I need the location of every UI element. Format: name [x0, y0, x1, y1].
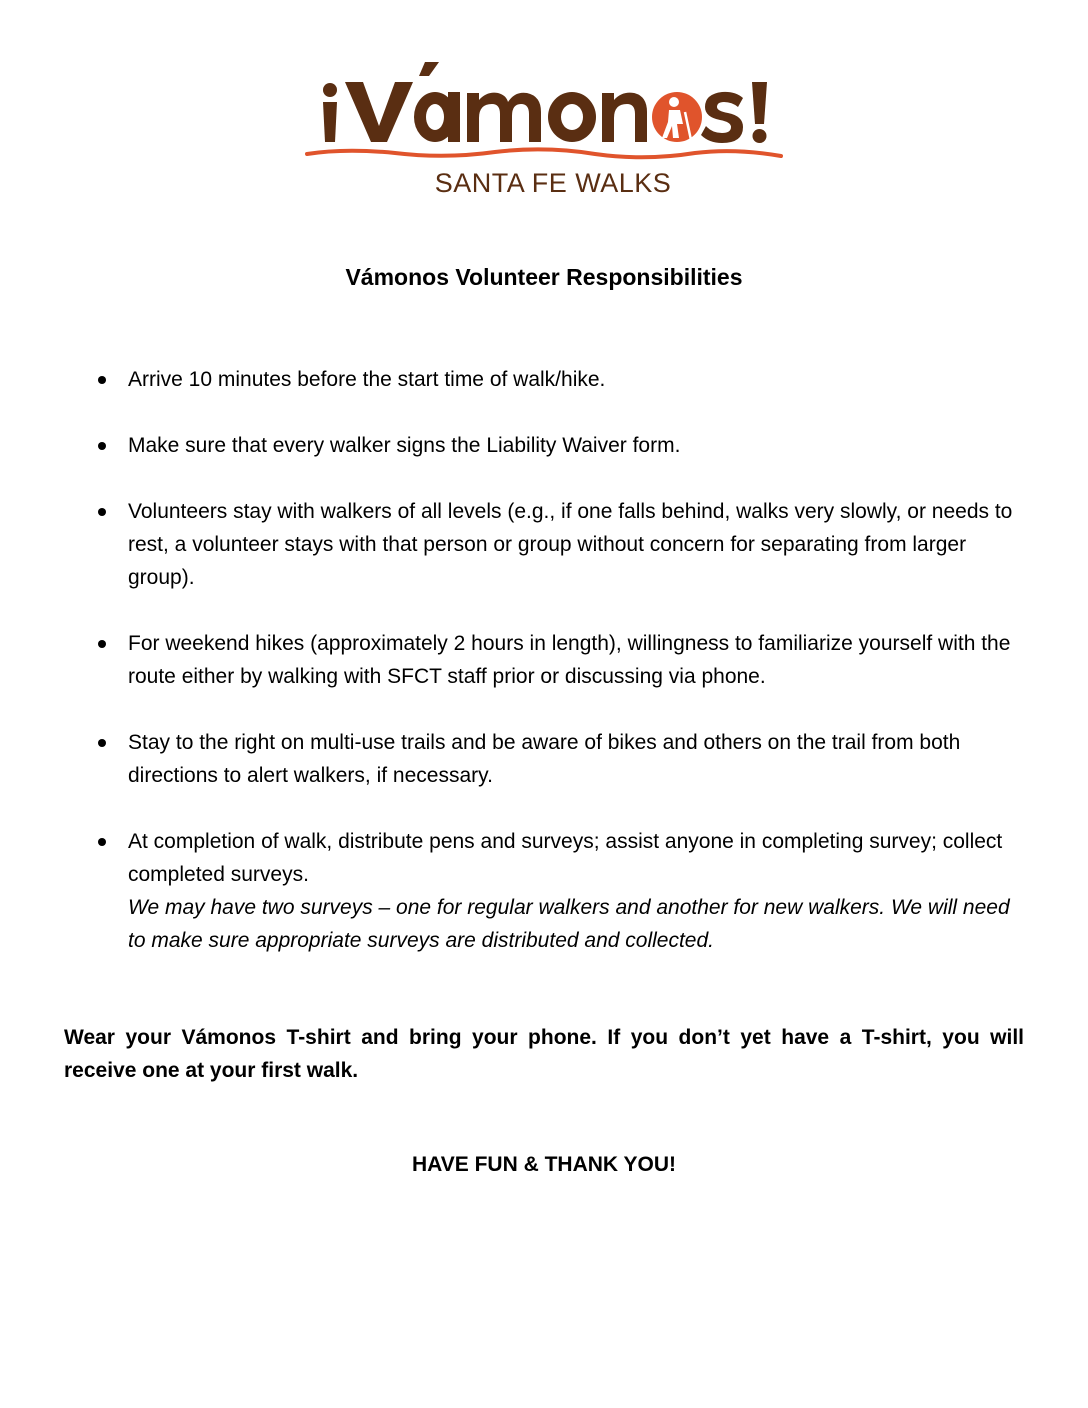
list-item-text: At completion of walk, distribute pens and surveys; assist anyone in completing survey; collect completed surveys.: [128, 830, 1003, 886]
vamonos-logo: [305, 60, 785, 200]
bullet-icon: [98, 508, 106, 516]
logo-exclamation: [752, 82, 767, 143]
list-item: [0, 363, 1088, 396]
list-item-text: For weekend hikes (approximately 2 hours in length), willingness to familiarize yourself with the route either by walking with SFCT staff prior or discussing via phone.: [128, 632, 1011, 688]
list-item-text: Volunteers stay with walkers of all levels (e.g., if one falls behind, walks very slowly, or needs to rest, a volunteer stays with that person or group without concern for separating from larger group).: [128, 500, 1013, 589]
logo-letter-o: [548, 92, 596, 142]
trail-line: [307, 149, 781, 157]
bullet-icon: [98, 640, 106, 648]
logo-letter-s: [701, 92, 743, 143]
list-item-text: Make sure that every walker signs the Liability Waiver form.: [128, 434, 681, 457]
bullet-icon: [98, 739, 106, 747]
list-item: [0, 429, 1088, 462]
logo-inverted-exclamation: [323, 83, 337, 142]
list-item: [0, 495, 1088, 594]
bullet-icon: [98, 838, 106, 846]
survey-note: We may have two surveys – one for regular walkers and another for new walkers. We will need to make sure appropriate surveys are distributed and collected.: [128, 896, 1010, 952]
bullet-icon: [98, 442, 106, 450]
logo-accent: [419, 62, 439, 76]
bullet-icon: [98, 376, 106, 384]
list-item-text: Arrive 10 minutes before the start time of walk/hike.: [128, 368, 606, 391]
logo-letter-a: [414, 92, 460, 142]
page-title: Vámonos Volunteer Responsibilities: [345, 264, 743, 290]
hiker-icon: [652, 92, 702, 142]
closing-paragraph: Wear your Vámonos T-shirt and bring your phone. If you don’t yet have a T-shirt, you will receive one at your first walk.: [64, 1026, 1024, 1082]
logo-tagline: SANTA FE WALKS: [434, 168, 672, 198]
list-item: [0, 627, 1088, 693]
list-item: [0, 825, 1088, 957]
logo-letter-m: [467, 93, 541, 142]
list-item-text: Stay to the right on multi-use trails and be aware of bikes and others on the trail from both directions to alert walkers, if necessary.: [128, 731, 961, 787]
logo-letter-v: [345, 82, 413, 142]
responsibilities-list: [0, 363, 1088, 990]
logo-letter-n: [602, 93, 647, 142]
list-item: [0, 726, 1088, 792]
thank-you-line: HAVE FUN & THANK YOU!: [411, 1153, 677, 1176]
